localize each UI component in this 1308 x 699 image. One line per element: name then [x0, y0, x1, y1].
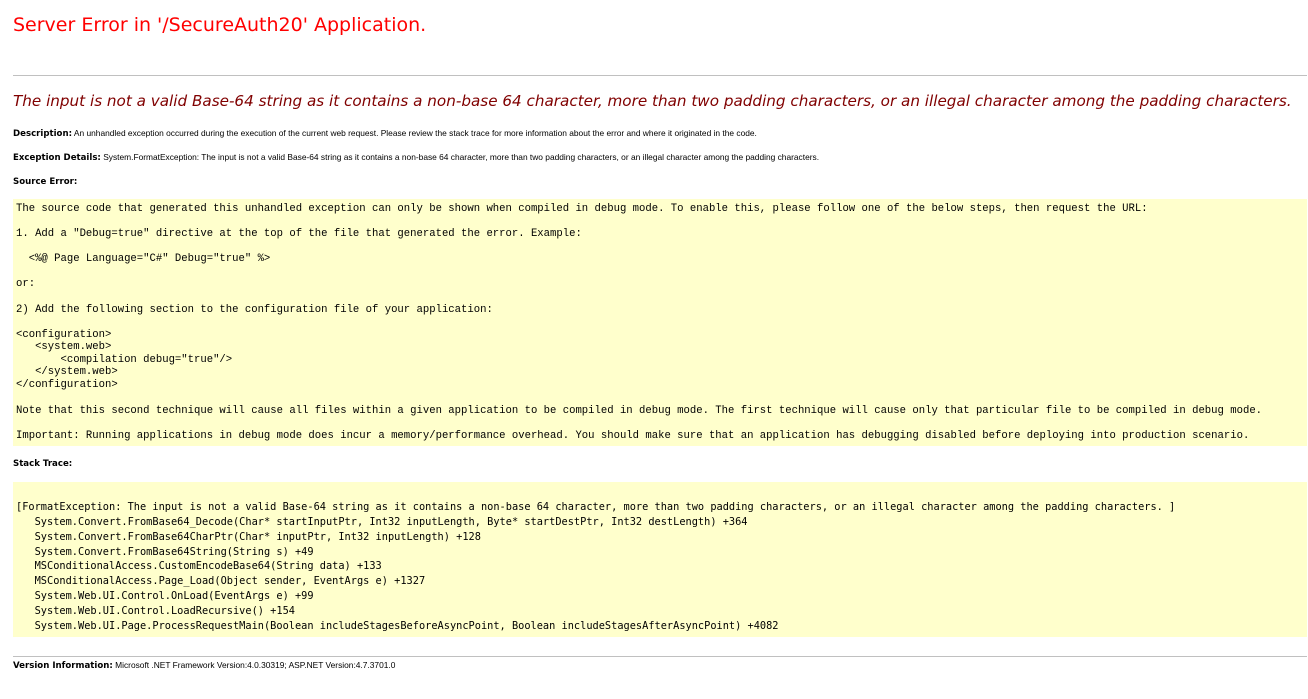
source-error-line: 2) Add the following section to the configuration file of your application: [16, 304, 493, 316]
divider-bottom [13, 656, 1307, 657]
stack-trace-heading [13, 458, 72, 469]
stack-trace-label: Stack Trace: [13, 459, 73, 469]
source-error-line: Note that this second technique will cause all files within a given application to be compiled in debug mode. The first technique will cause only that particular file to be compiled in debug mode. [16, 405, 1263, 417]
divider-top [13, 75, 1307, 76]
stack-trace-line: [FormatException: The input is not a valid Base-64 string as it contains a non-base 64 character, more than two padding characters, or an illegal character among the padding characters. ] [16, 501, 1176, 513]
stack-trace-line: MSConditionalAccess.CustomEncodeBase64(String data) +133 [16, 560, 382, 572]
page-title: Server Error in '/SecureAuth20' Application. [13, 14, 427, 36]
description-section [13, 128, 757, 139]
stack-trace-line: MSConditionalAccess.Page_Load(Object sender, EventArgs e) +1327 [16, 575, 426, 587]
source-error-line: <compilation debug="true"/> [16, 354, 233, 366]
stack-trace-box [13, 482, 1307, 637]
stack-trace-line: System.Convert.FromBase64String(String s) +49 [16, 546, 314, 558]
source-error-line: </system.web> [16, 366, 118, 378]
source-error-label: Source Error: [13, 177, 78, 187]
source-error-line: <configuration> [16, 329, 112, 341]
version-information-label: Version Information: [13, 661, 113, 671]
source-error-box [13, 199, 1307, 446]
source-error-line: Important: Running applications in debug mode does incur a memory/performance overhead. You should make sure that an application has debugging disabled before deploying into production scenario. [16, 430, 1250, 442]
exception-details-section [13, 152, 819, 163]
stack-trace-line: System.Web.UI.Page.ProcessRequestMain(Boolean includeStagesBeforeAsyncPoint, Boolean includeStagesAfterAsyncPoint) +4082 [16, 620, 779, 632]
source-error-line: or: [16, 278, 36, 290]
version-information-section [13, 660, 395, 671]
source-error-line: 1. Add a "Debug=true" directive at the top of the file that generated the error. Example: [16, 228, 582, 240]
source-error-heading [13, 176, 77, 187]
description-label: Description: [13, 129, 73, 139]
version-information-text: Microsoft .NET Framework Version:4.0.30319; ASP.NET Version:4.7.3701.0 [115, 660, 396, 670]
exception-details-label: Exception Details: [13, 153, 101, 163]
source-error-line: </configuration> [16, 379, 118, 391]
stack-trace-line: System.Web.UI.Control.OnLoad(EventArgs e) +99 [16, 590, 314, 602]
exception-details-text: System.FormatException: The input is not a valid Base-64 string as it contains a non-base 64 character, more than two padding characters, or an illegal character among the padding characters. [103, 152, 820, 162]
stack-trace-line: System.Convert.FromBase64CharPtr(Char* inputPtr, Int32 inputLength) +128 [16, 531, 481, 543]
source-error-line: <system.web> [16, 341, 112, 353]
stack-trace-line: System.Web.UI.Control.LoadRecursive() +154 [16, 605, 295, 617]
source-error-line: <%@ Page Language="C#" Debug="true" %> [16, 253, 271, 265]
source-error-line: The source code that generated this unhandled exception can only be shown when compiled in debug mode. To enable this, please follow one of the below steps, then request the URL: [16, 203, 1148, 215]
description-text: An unhandled exception occurred during the execution of the current web request. Please review the stack trace for more information about the error and where it originated in the code. [73, 128, 757, 138]
stack-trace-line: System.Convert.FromBase64_Decode(Char* startInputPtr, Int32 inputLength, Byte* startDestPtr, Int32 destLength) +364 [16, 516, 748, 528]
error-message: The input is not a valid Base-64 string as it contains a non-base 64 character, more than two padding characters, or an illegal character among the padding characters. [13, 92, 1292, 110]
